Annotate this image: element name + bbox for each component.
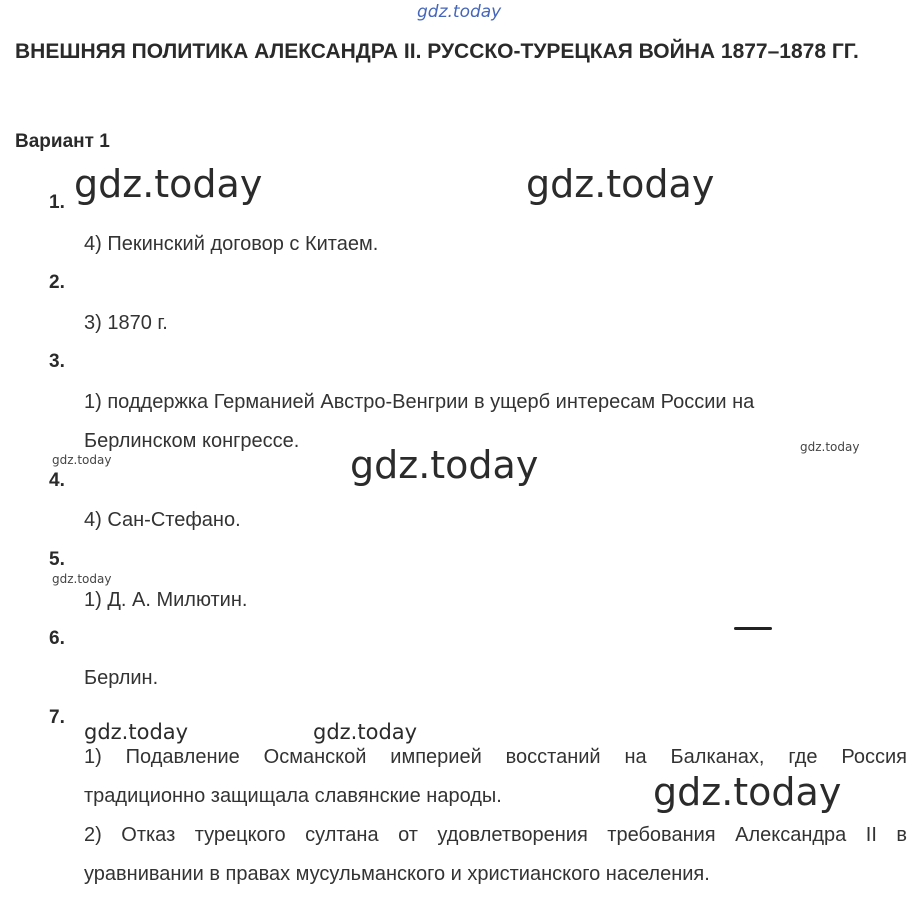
watermark-3: gdz.today (350, 443, 539, 487)
variant-heading: Вариант 1 (15, 131, 110, 152)
page-title: ВНЕШНЯЯ ПОЛИТИКА АЛЕКСАНДРА II. РУССКО-ТУРЕЦКАЯ ВОЙНА 1877–1878 ГГ. (15, 40, 859, 63)
watermark-8: gdz.today (313, 720, 418, 744)
watermark-4: gdz.today (52, 453, 112, 467)
answer-4: 4) Сан-Стефано. (84, 509, 241, 531)
watermark-6: gdz.today (52, 572, 112, 586)
decorative-dash (734, 627, 772, 630)
question-number-4: 4. (49, 470, 65, 491)
question-number-1: 1. (49, 192, 65, 213)
answer-3-line-2: Берлинском конгрессе. (84, 430, 300, 452)
answer-7-line-4: уравнивании в правах мусульманского и христианского населения. (84, 863, 710, 885)
question-number-7: 7. (49, 707, 65, 728)
answer-7 (84, 738, 907, 894)
question-number-5: 5. (49, 549, 65, 570)
watermark-1: gdz.today (74, 162, 263, 206)
answer-1: 4) Пекинский договор с Китаем. (84, 233, 379, 255)
answer-6: Берлин. (84, 667, 159, 689)
answer-7-line-3: 2) Отказ турецкого султана от удовлетворения требования Александра II в (84, 824, 907, 846)
watermark-7: gdz.today (84, 720, 189, 744)
answer-7-line-1: 1) Подавление Османской империей восстаний на Балканах, где Россия (84, 746, 907, 768)
answer-2: 3) 1870 г. (84, 312, 168, 334)
question-number-3: 3. (49, 351, 65, 372)
answer-3 (84, 383, 754, 461)
answer-5: 1) Д. А. Милютин. (84, 589, 248, 611)
watermark-2: gdz.today (526, 162, 715, 206)
question-number-2: 2. (49, 272, 65, 293)
answer-7-line-2: традиционно защищала славянские народы. (84, 785, 502, 807)
watermark-9: gdz.today (653, 770, 842, 814)
question-number-6: 6. (49, 628, 65, 649)
answer-3-line-1: 1) поддержка Германией Австро-Венгрии в ущерб интересам России на (84, 391, 755, 413)
watermark-top: gdz.today (417, 2, 502, 22)
watermark-5: gdz.today (800, 440, 860, 454)
